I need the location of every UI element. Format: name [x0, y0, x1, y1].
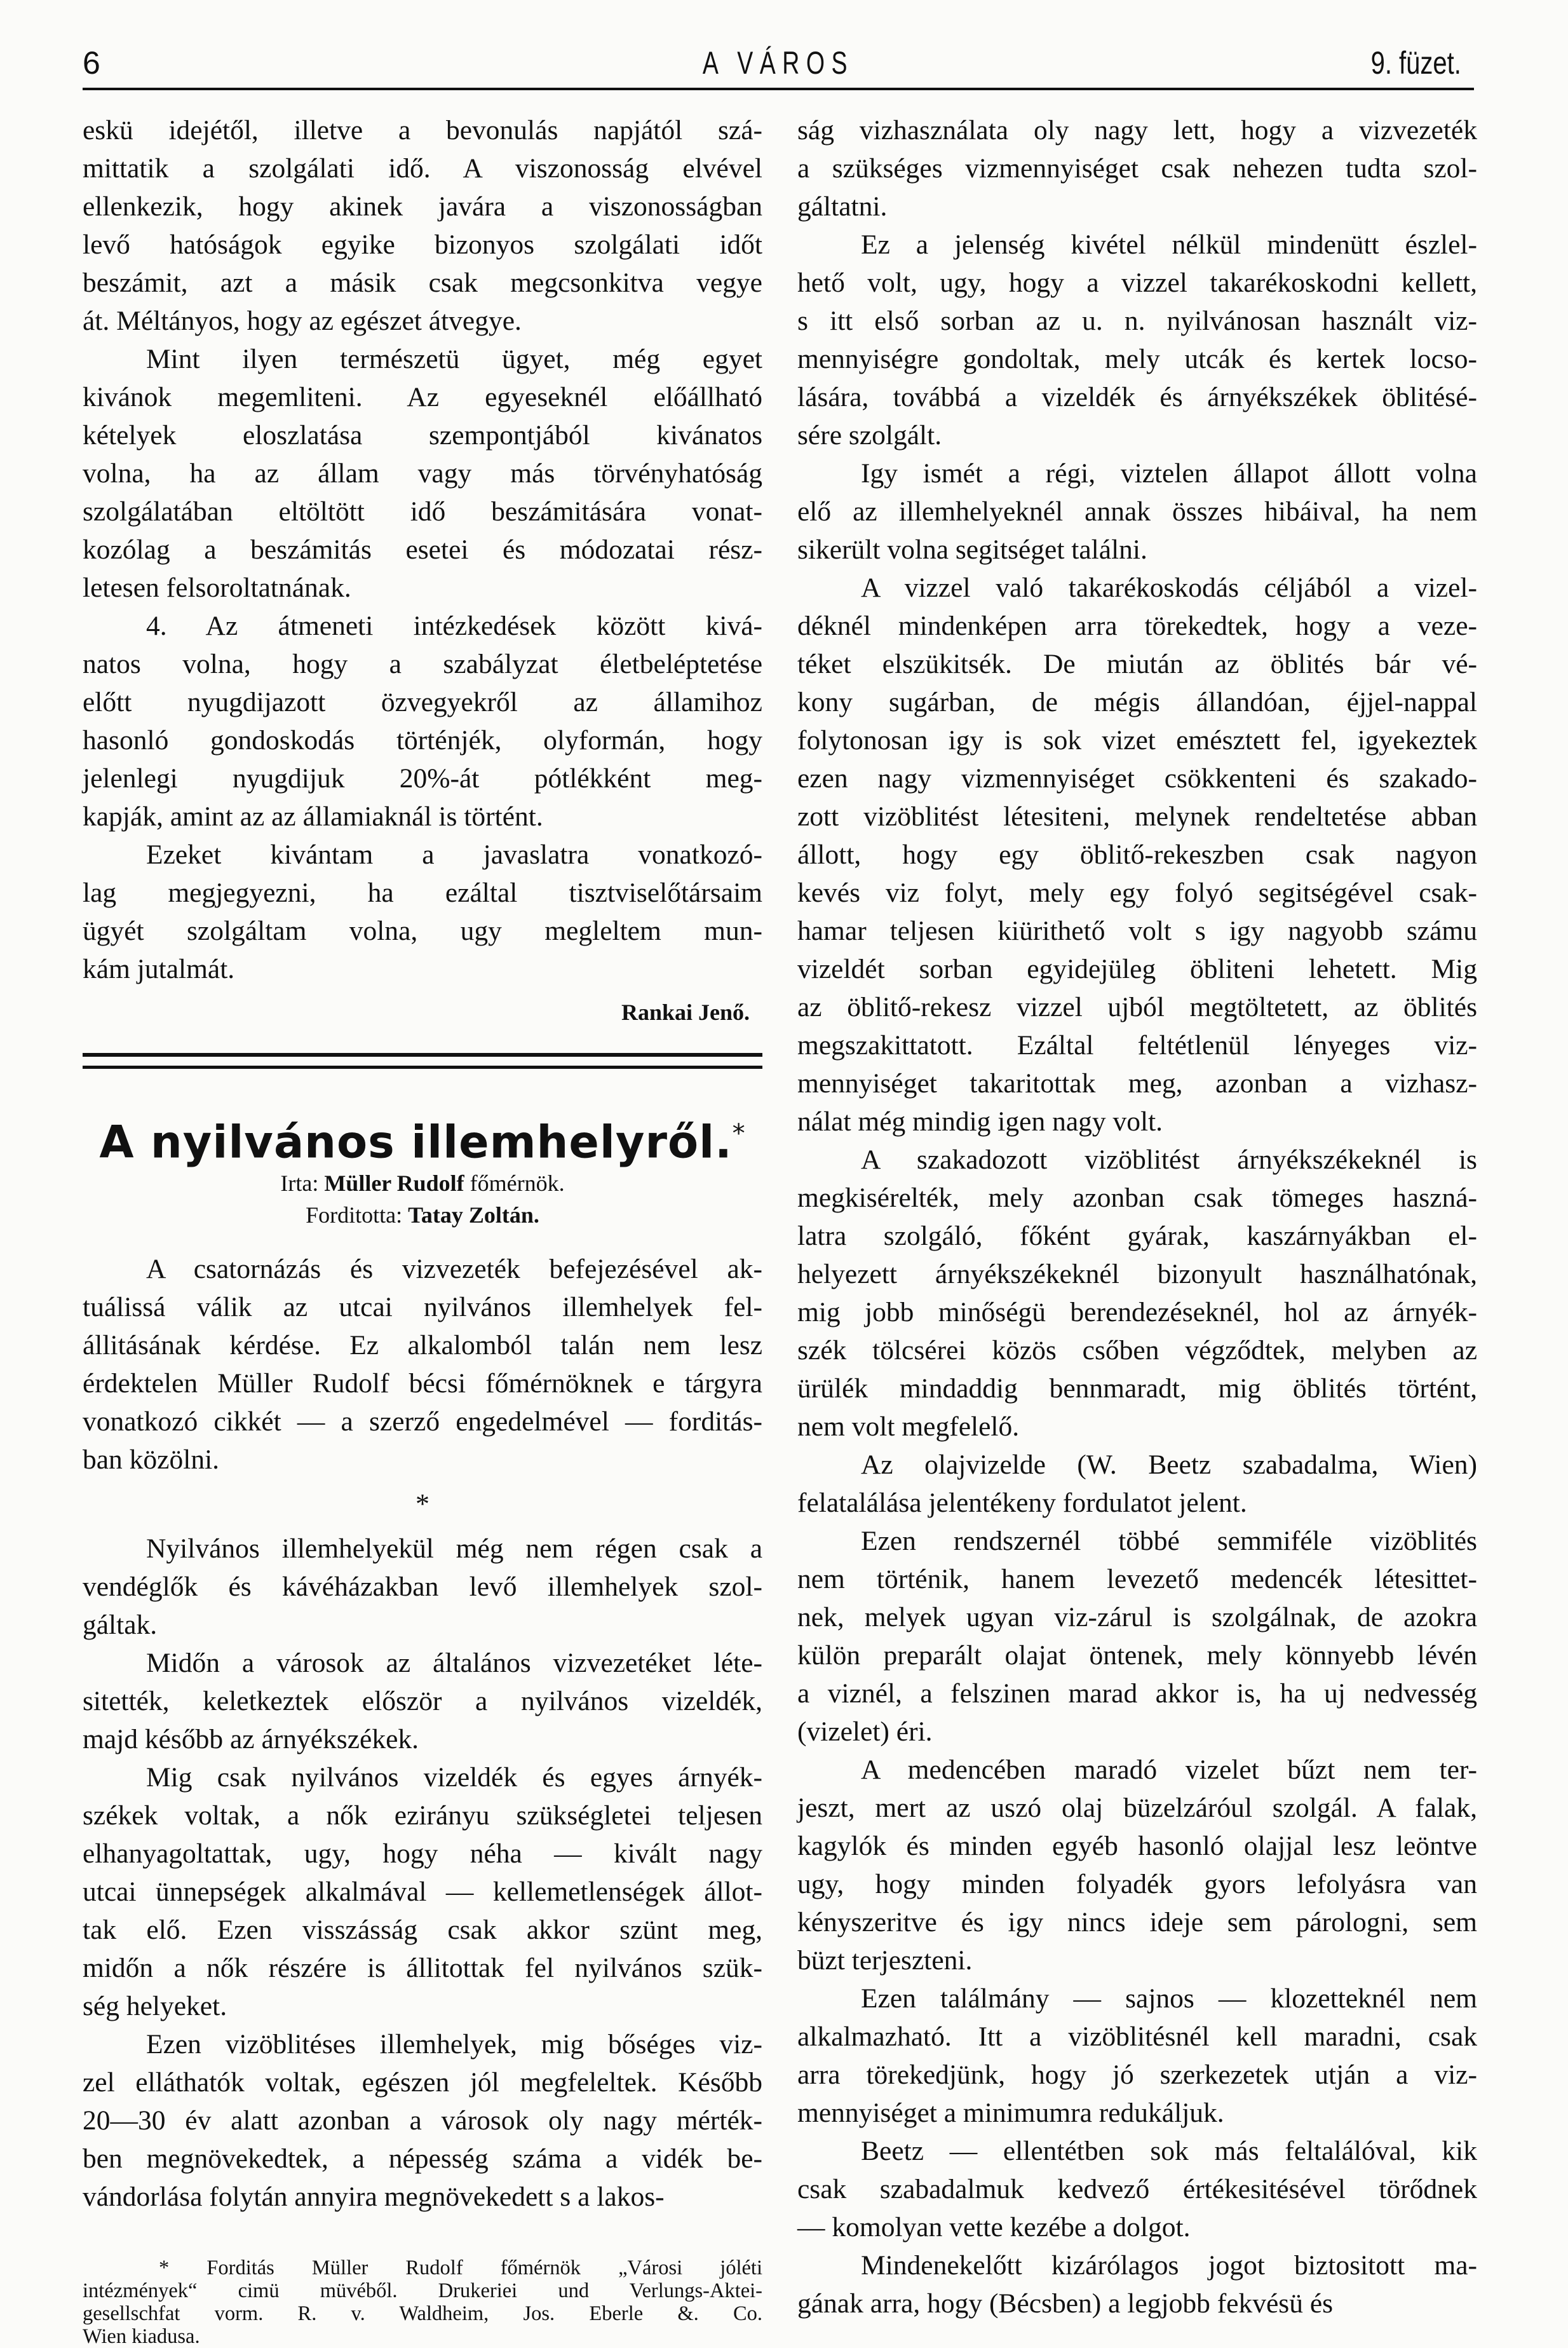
text-line: eskü idejétől, illetve a bevonulás napjától szá-: [83, 115, 762, 146]
text-line: kivánok megemliteni. Az egyeseknél előállható: [83, 382, 762, 412]
text-line: kapják, amint az az államiaknál is történt.: [83, 801, 543, 832]
text-line: Ez a jelenség kivétel nélkül mindenütt észlel-: [861, 229, 1477, 260]
text-line: téket elszükitsék. De miután az öblités bár vé-: [797, 649, 1477, 679]
article-title-text: A nyilvános illemhelyről.: [99, 1116, 733, 1169]
text-line: szék tölcsérei közös csőben végződtek, melyben az: [797, 1335, 1477, 1366]
translator-label: Forditotta:: [306, 1202, 403, 1228]
text-line: Mindenekelőtt kizárólagos jogot biztositott ma-: [861, 2250, 1477, 2281]
text-line: előtt nyugdijazott özvegyekről az államihoz: [83, 687, 762, 717]
text-line: folytonosan igy is sok vizet emésztett fel, igyekeztek: [797, 725, 1477, 756]
text-line: vándorlása folytán annyira megnövekedett s a lakos-: [83, 2182, 665, 2213]
text-line: kám jutalmát.: [83, 954, 235, 984]
text-line: ben megnövekedtek, a népesség száma a vidék be-: [83, 2143, 762, 2175]
text-line: állott, hogy egy öblitő-rekeszben csak nagyon: [797, 839, 1477, 870]
footnote-line: gesellschfat vorm. R. v. Waldheim, Jos. Eberle &. Co.: [83, 2302, 762, 2326]
paragraph: [797, 226, 1477, 454]
text-line: székek voltak, a nők ezirányu szükségletei teljesen: [83, 1800, 762, 1831]
paragraph: [83, 1530, 762, 1644]
issue-number: 9. füzet.: [1370, 45, 1461, 81]
text-line: volna, ha az állam vagy más törvényhatóság: [83, 458, 762, 489]
text-line: letesen felsoroltatnának.: [83, 573, 351, 603]
text-line: az öblitő-rekesz vizzel ujból megtöltetett, az öblités: [797, 992, 1477, 1022]
article-divider-rule-second: [83, 1066, 762, 1069]
text-line: mennyiségre gondoltak, mely utcák és kertek locso-: [797, 344, 1477, 374]
text-line: 4. Az átmeneti intézkedések között kivá-: [146, 611, 762, 641]
paragraph: [797, 1751, 1477, 1979]
text-line: szolgálatában eltöltött idő beszámitására vonat-: [83, 496, 762, 527]
text-line: vizeldét sorban egyidejüleg öbliteni lehetett. Mig: [797, 954, 1477, 984]
text-line: ügyét szolgáltam volna, ugy megleltem mun-: [83, 916, 762, 946]
paragraph: [797, 454, 1477, 569]
paragraph: [83, 836, 762, 988]
footnote-line: Wien kiadusa.: [83, 2325, 200, 2348]
text-line: arra törekedjünk, hogy jó szerkezetek utján a viz-: [797, 2060, 1477, 2090]
text-line: Midőn a városok az általános vizvezetéket léte-: [146, 1648, 762, 1679]
text-line: felatalálása jelentékeny fordulatot jelent.: [797, 1488, 1247, 1518]
text-line: 20—30 év alatt azonban a városok oly nagy mérték-: [83, 2105, 762, 2136]
paragraph: [797, 2246, 1477, 2323]
text-line: ellenkezik, hogy akinek javára a viszonosságban: [83, 191, 762, 222]
text-line: kagylók és minden egyéb hasonló olajjal lesz leöntve: [797, 1831, 1477, 1861]
text-line: mig jobb minőségü berendezéseknél, hol az árnyék-: [797, 1297, 1477, 1327]
text-line: gának arra, hogy (Bécsben) a legjobb fekvésü és: [797, 2288, 1334, 2319]
text-line: lására, továbbá a vizeldék és árnyékszékek öblitésé-: [797, 382, 1477, 412]
text-line: mennyiséget takaritottak meg, azonban a vizhasz-: [797, 1068, 1477, 1099]
paragraph: [797, 1446, 1477, 1522]
title-footnote-mark: *: [732, 1119, 746, 1148]
text-line: a szükséges vizmennyiséget csak nehezen tudta szol-: [797, 153, 1477, 184]
text-line: kozólag a beszámitás esetei és módozatai rész-: [83, 534, 762, 565]
text-line: érdektelen Müller Rudolf bécsi főmérnöknek e tárgyra: [83, 1368, 762, 1399]
text-line: hető volt, ugy, hogy a vizzel takarékoskodni kellett,: [797, 268, 1477, 298]
text-line: át. Méltányos, hogy az egészet átvegye.: [83, 306, 522, 336]
running-header: [83, 38, 1474, 86]
text-line: jelenlegi nyugdijuk 20%-át pótlékként meg-: [83, 763, 762, 794]
text-line: Ezen rendszernél többé semmiféle vizöblités: [861, 1526, 1477, 1556]
page-number: 6: [83, 45, 100, 81]
paragraph: [83, 607, 762, 836]
text-line: Nyilvános illemhelyekül még nem régen csak a: [146, 1533, 762, 1564]
section-separator: *: [416, 1488, 429, 1520]
text-line: lag megjegyezni, ha ezáltal tisztviselőtársaim: [83, 878, 762, 908]
text-line: beszámit, azt a másik csak megcsonkitva vegye: [83, 268, 762, 298]
text-line: hasonló gondoskodás történjék, olyformán, hogy: [83, 725, 762, 756]
article-body-left: [83, 1530, 762, 2216]
paragraph: [83, 1250, 762, 1479]
text-line: tuálissá válik az utcai nyilvános illemhelyek fel-: [83, 1292, 762, 1323]
paragraph: [797, 569, 1477, 1141]
author-label: Irta:: [280, 1171, 319, 1197]
text-line: ezen nagy vizmennyiséget csökkenteni és szakado-: [797, 763, 1477, 794]
text-line: jeszt, mert az uszó olaj büzelzáróul szolgál. A falak,: [797, 1793, 1477, 1823]
text-line: ság vizhasználata oly nagy lett, hogy a vizvezeték: [797, 115, 1477, 146]
text-line: — komolyan vette kezébe a dolgot.: [797, 2212, 1191, 2243]
text-line: Ezen vizöblitéses illemhelyek, mig bőséges viz-: [146, 2029, 762, 2060]
text-line: külön preparált olajat öntenek, mely könnyebb lévén: [797, 1640, 1477, 1671]
paragraph: [797, 1979, 1477, 2132]
text-line: kevés viz folyt, mely egy folyó segitségével csak-: [797, 878, 1477, 908]
text-line: Ezen találmány — sajnos — klozetteknél nem: [861, 1983, 1477, 2014]
article-divider-rule: [83, 1053, 762, 1057]
text-line: gáltak.: [83, 1610, 158, 1641]
text-line: megszakittatott. Ezáltal feltétlenül lényeges viz-: [797, 1030, 1477, 1061]
text-line: nem történik, hanem levezető medencék létesittet-: [797, 1564, 1477, 1594]
text-line: utcai ünnepségek alkalmával — kellemetlenségek állot-: [83, 1876, 762, 1908]
text-line: sére szolgált.: [797, 420, 942, 451]
text-line: elhanyagoltattak, ugy, hogy néha — kivált nagy: [83, 1838, 762, 1870]
translator-byline: [83, 1199, 762, 1231]
text-line: sitették, keletkeztek először a nyilvános vizeldék,: [83, 1686, 762, 1717]
previous-article-continuation: [83, 111, 762, 988]
article-intro: [83, 1250, 762, 1479]
text-line: kételyek eloszlatása szempontjából kivánatos: [83, 420, 762, 451]
text-line: alkalmazható. Itt a vizöblitésnél kell maradni, csak: [797, 2021, 1477, 2052]
text-line: gáltatni.: [797, 191, 888, 222]
text-line: (vizelet) éri.: [797, 1716, 933, 1747]
text-line: mittatik a szolgálati idő. A viszonosság elvével: [83, 153, 762, 184]
paragraph: [83, 2025, 762, 2216]
paragraph: [797, 1141, 1477, 1446]
paragraph: [83, 340, 762, 607]
text-line: vendéglők és kávéházakban levő illemhelyek szol-: [83, 1571, 762, 1603]
article-body-right: [797, 111, 1477, 2323]
text-line: ugy, hogy minden folyadék gyors lefolyásra van: [797, 1869, 1477, 1899]
paragraph: [797, 2132, 1477, 2246]
text-line: nek, melyek ugyan viz-zárul is szolgálnak, de azokra: [797, 1602, 1477, 1632]
article-title: [83, 1108, 762, 1167]
text-line: ürülék mindaddig bennmaradt, mig öblités történt,: [797, 1373, 1477, 1404]
text-line: ban közölni.: [83, 1444, 220, 1476]
text-line: nálat még mindig igen nagy volt.: [797, 1106, 1163, 1137]
text-line: tak elő. Ezen visszásság csak akkor szünt meg,: [83, 1915, 762, 1946]
text-line: vonatkozó cikkét — a szerző engedelmével — forditás-: [83, 1406, 762, 1437]
text-line: A csatornázás és vizvezeték befejezésével ak-: [146, 1254, 762, 1285]
text-line: zott vizöblitést létesiteni, melynek rendeltetése abban: [797, 801, 1477, 832]
footnote: [83, 2256, 762, 2348]
text-line: A szakadozott vizöblitést árnyékszékeknél is: [861, 1144, 1477, 1175]
paragraph: [83, 1644, 762, 1758]
translator-name: Tatay Zoltán.: [408, 1202, 539, 1228]
text-line: ség helyeket.: [83, 1991, 227, 2022]
paragraph: [83, 111, 762, 340]
text-line: Ezeket kivántam a javaslatra vonatkozó-: [146, 839, 762, 870]
text-line: Mig csak nyilvános vizeldék és egyes árnyék-: [146, 1762, 762, 1793]
text-line: s itt első sorban az u. n. nyilvánosan használt viz-: [797, 306, 1477, 336]
text-line: midőn a nők részére is állitottak fel nyilvános szük-: [83, 1953, 762, 1984]
text-line: A vizzel való takarékoskodás céljából a vizel-: [861, 573, 1477, 603]
text-line: megkisérelték, mely azonban csak tömeges haszná-: [797, 1183, 1477, 1213]
text-line: a viznél, a felszinen marad akkor is, ha uj nedvesség: [797, 1678, 1477, 1709]
author-byline: [83, 1167, 762, 1199]
text-line: mennyiséget a minimumra redukáljuk.: [797, 2098, 1224, 2128]
text-line: sikerült volna segitséget találni.: [797, 534, 1147, 565]
right-column: [797, 111, 1477, 2323]
text-line: büzt terjeszteni.: [797, 1945, 973, 1976]
footnote-line: * Forditás Müller Rudolf főmérnök „Városi jóléti: [159, 2256, 762, 2280]
text-line: latra szolgáló, főként gyárak, kaszárnyákban el-: [797, 1221, 1477, 1251]
author-title: főmérnök.: [470, 1171, 565, 1197]
text-line: nem volt megfelelő.: [797, 1411, 1020, 1442]
author-signature: Rankai Jenő.: [621, 1000, 750, 1025]
author-name: Müller Rudolf: [324, 1171, 464, 1197]
text-line: natos volna, hogy a szabályzat életbeléptetése: [83, 649, 762, 679]
text-line: majd később az árnyékszékek.: [83, 1724, 419, 1755]
text-line: helyezett árnyékszékeknél bizonyult használhatónak,: [797, 1259, 1477, 1289]
paragraph: [83, 1758, 762, 2025]
text-line: Igy ismét a régi, viztelen állapot állott volna: [861, 458, 1477, 489]
text-line: kony sugárban, de mégis állandóan, éjjel-nappal: [797, 687, 1477, 717]
text-line: déknél mindenképen arra törekedtek, hogy a veze-: [797, 611, 1477, 641]
journal-title: A VÁROS: [702, 45, 855, 81]
text-line: hamar teljesen kiürithető volt s igy nagyobb számu: [797, 916, 1477, 946]
text-line: A medencében maradó vizelet bűzt nem ter-: [861, 1754, 1477, 1785]
text-line: elő az illemhelyeknél annak összes hibáival, ha nem: [797, 496, 1477, 527]
text-line: Beetz — ellentétben sok más feltalálóval, kik: [861, 2136, 1477, 2166]
text-line: csak szabadalmuk kedvező értékesitésével törődnek: [797, 2174, 1477, 2204]
paragraph: [797, 1522, 1477, 1751]
footnote-line: intézmények“ cimü müvéből. Drukeriei und Verlungs-Aktei-: [83, 2279, 762, 2303]
text-line: Mint ilyen természetü ügyet, még egyet: [146, 344, 762, 374]
text-line: zel elláthatók voltak, egészen jól megfeleltek. Később: [83, 2067, 762, 2098]
text-line: levő hatóságok egyike bizonyos szolgálati időt: [83, 229, 762, 260]
paragraph: [797, 111, 1477, 226]
text-line: állitásának kérdése. Ez alkalomból talán nem lesz: [83, 1330, 762, 1361]
header-rule: [83, 88, 1474, 90]
text-line: Az olajvizelde (W. Beetz szabadalma, Wien): [861, 1449, 1477, 1480]
text-line: kényszeritve és igy nincs ideje sem párologni, sem: [797, 1907, 1477, 1937]
left-column: [83, 111, 762, 2348]
